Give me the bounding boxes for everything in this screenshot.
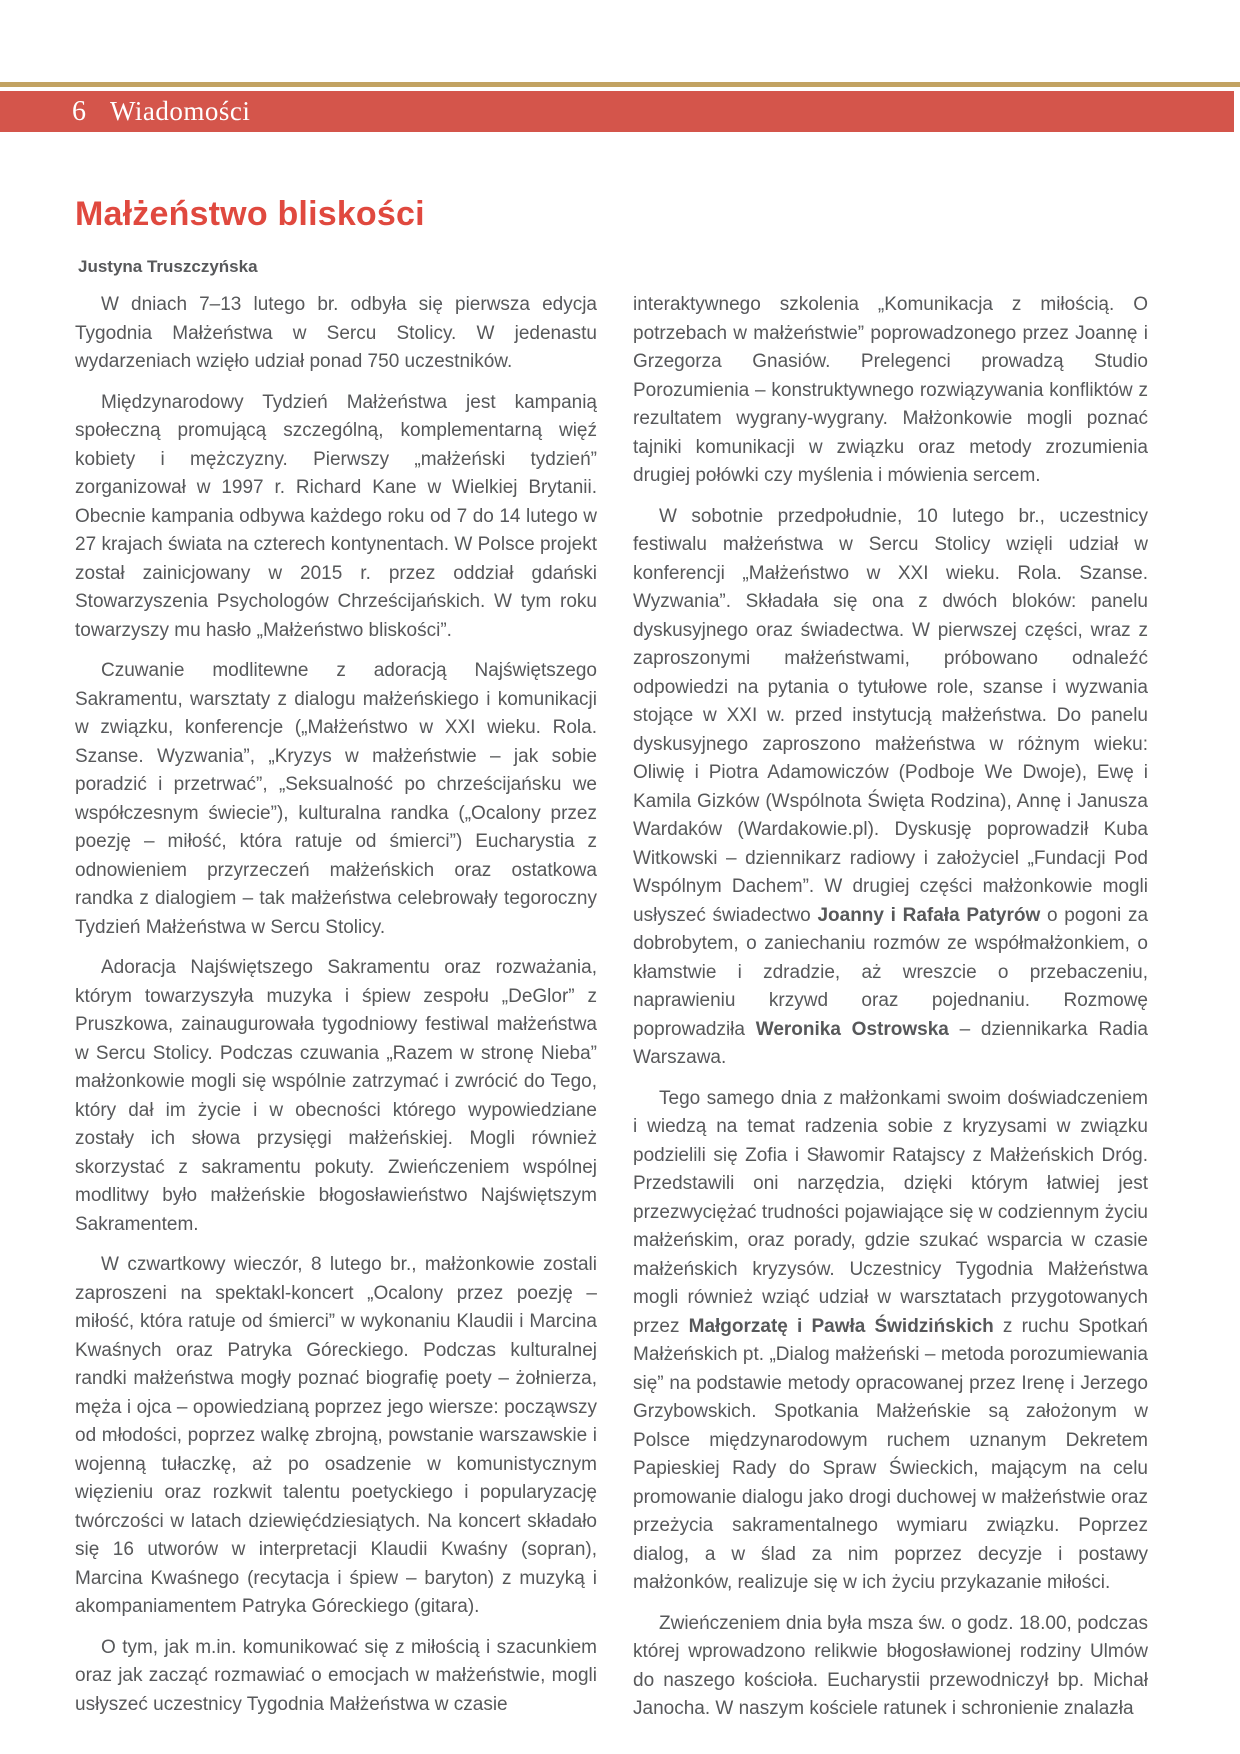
article-title: Małżeństwo bliskości (75, 195, 425, 233)
bold-name-text: Weronika Ostrowska (755, 1018, 949, 1040)
paragraph (633, 291, 1148, 491)
article-author: Justyna Truszczyńska (78, 257, 258, 276)
body-text: W sobotnie przedpołudnie, 10 lutego br., uczestnicy festiwalu małżeństwa w Sercu Stolicy wzięli udział w konferencji „Małżeństwo w XXI wieku. Rola. Szanse. Wyzwania”. Składała się ona z dwóch bloków: panelu dyskusyjnego oraz świadectwa. W pierwszej części, wraz z zaproszonymi małżeństwami, próbowano odnaleźć odpowiedzi na pytania o tytułowe role, szanse i wyzwania stojące w XXI w. przed instytucją małżeństwa. Do panelu dyskusyjnego zaproszono małżeństwa w różnym wieku: Oliwię i Piotra Adamowiczów (Podboje We Dwoje), Ewę i Kamila Gizków (Wspólnota Święta Rodzina), Annę i Janusza Wardaków (Wardakowie.pl). Dyskusję poprowadził Kuba Witkowski – dziennikarz radiowy i założyciel „Fundacji Pod Wspólnym Dachem”. W drugiej części małżonkowie mogli usłyszeć świadectwo (633, 505, 1148, 926)
paragraph (75, 657, 597, 942)
body-text: o pogoni za dobrobytem, o zaniechaniu rozmów ze współmałżonkiem, o kłamstwie i zdradzie, aż wreszcie o przebaczeniu, naprawieniu krzywd oraz pojednaniu. Rozmowę poprowadziła (633, 904, 1149, 1040)
paragraph (633, 1610, 1148, 1724)
page-header-banner (0, 91, 1234, 132)
paragraph (75, 1634, 597, 1720)
paragraph (633, 1085, 1148, 1598)
body-text: z ruchu Spotkań Małżeńskich pt. „Dialog małżeński – metoda porozumiewania się” na podstawie metody opracowanej przez Irenę i Jerzego Grzybowskich. Spotkania Małżeńskie są założonym w Polsce międzynarodowym ruchem uznanym Dekretem Papieskiej Rady do Spraw Świeckich, mającym na celu promowanie dialogu jako drogi duchowej w małżeństwie oraz przeżycia sakramentalnego wymiaru związku. Poprzez dialog, a w ślad za nim poprzez decyzje i postawy małżonków, realizuje się w ich życiu przykazanie miłości. (633, 1315, 1148, 1593)
page-number: 6 (72, 95, 86, 127)
paragraph (75, 291, 597, 377)
paragraph (75, 389, 597, 646)
body-text: Zwieńczeniem dnia była msza św. o godz. 18.00, podczas której wprowadzono relikwie błogosławionej rodziny Ulmów do naszego kościoła. Eucharystii przewodniczył bp. Michał Janocha. W naszym kościele ratunek i schronienie znalazła (633, 1612, 1148, 1719)
paragraph (75, 1251, 597, 1622)
text-column-right (633, 291, 1148, 1736)
body-text: – dziennikarka Radia Warszawa. (633, 1018, 1148, 1068)
section-title: Wiadomości (110, 96, 251, 126)
body-text: interaktywnego szkolenia „Komunikacja z miłością. O potrzebach w małżeństwie” poprowadzonego przez Joannę i Grzegorza Gnasiów. Prelegenci prowadzą Studio Porozumienia – konstruktywnego rozwiązywania konfliktów z rezultatem wygrany-wygrany. Małżonkowie mogli poznać tajniki komunikacji w związku oraz metody zrozumienia drugiej połówki czy myślenia i mówienia sercem. (633, 294, 1148, 486)
article-body (75, 291, 1148, 1736)
body-text: Międzynarodowy Tydzień Małżeństwa jest kampanią społeczną promującą szczególną, komplementarną więź kobiety i mężczyzny. Pierwszy „małżeński tydzień” zorganizował w 1997 r. Richard Kane w Wielkiej Brytanii. Obecnie kampania odbywa każdego roku od 7 do 14 lutego w 27 krajach świata na czterech kontynentach. W Polsce projekt został zainicjowany w 2015 r. przez oddział gdański Stowarzyszenia Psychologów Chrześcijańskich. W tym roku towarzyszy mu hasło „Małżeństwo bliskości”. (75, 391, 597, 641)
body-text: Czuwanie modlitewne z adoracją Najświętszego Sakramentu, warsztaty z dialogu małżeńskiego i komunikacji w związku, konferencje („Małżeństwo w XXI wieku. Rola. Szanse. Wyzwania”, „Kryzys w małżeństwie – jak sobie poradzić i przetrwać”, „Seksualność po chrześcijańsku we współczesnym świecie”), kulturalna randka („Ocalony przez poezję – miłość, która ratuje od śmierci”) Eucharystia z odnowieniem przyrzeczeń małżeńskich oraz ostatkowa randka z dialogiem – tak małżeństwa celebrowały tegoroczny Tydzień Małżeństwa w Sercu Stolicy. (75, 660, 597, 938)
paragraph (75, 954, 597, 1239)
body-text: Tego samego dnia z małżonkami swoim doświadczeniem i wiedzą na temat radzenia sobie z kryzysami w związku podzielili się Zofia i Sławomir Ratajscy z Małżeńskich Dróg. Przedstawili oni narzędzia, dzięki którym łatwiej jest przezwyciężać trudności pojawiające się w codziennym życiu małżeńskim, oraz porady, gdzie szukać wsparcia w czasie małżeńskich kryzysów. Uczestnicy Tygodnia Małżeństwa mogli również wziąć udział w warsztatach przygotowanych przez (633, 1087, 1148, 1337)
bold-name-text: Joanny i Rafała Patyrów (817, 904, 1041, 926)
body-text: Adoracja Najświętszego Sakramentu oraz rozważania, którym towarzyszyła muzyka i śpiew zespołu „DeGlor” z Pruszkowa, zainaugurowała tygodniowy festiwal małżeństwa w Sercu Stolicy. Podczas czuwania „Razem w stronę Nieba” małżonkowie mogli się wspólnie zatrzymać i zwrócić do Tego, który dał im życie i w obecności którego wypowiedziane zostały ich słowa przysięgi małżeńskiej. Mogli również skorzystać z sakramentu pokuty. Zwieńczeniem wspólnej modlitwy było małżeńskie błogosławieństwo Najświętszym Sakramentem. (75, 957, 597, 1235)
body-text: O tym, jak m.in. komunikować się z miłością i szacunkiem oraz jak zacząć rozmawiać o emocjach w małżeństwie, mogli usłyszeć uczestnicy Tygodnia Małżeństwa w czasie (75, 1636, 597, 1715)
header-gold-rule (0, 82, 1240, 87)
bold-name-text: Małgorzatę i Pawła Świdzińskich (688, 1315, 994, 1337)
paragraph (633, 503, 1148, 1073)
body-text: W dniach 7–13 lutego br. odbyła się pierwsza edycja Tygodnia Małżeństwa w Sercu Stolicy. W jedenastu wydarzeniach wzięło udział ponad 750 uczestników. (75, 294, 597, 372)
text-column-left (75, 291, 597, 1736)
body-text: W czwartkowy wieczór, 8 lutego br., małżonkowie zostali zaproszeni na spektakl-koncert „Ocalony przez poezję – miłość, która ratuje od śmierci” w wykonaniu Klaudii i Marcina Kwaśnych oraz Patryka Góreckiego. Podczas kulturalnej randki małżeństwa mogły poznać biografię poety – żołnierza, męża i ojca – opowiedzianą poprzez jego wiersze: począwszy od młodości, poprzez walkę zbrojną, powstanie warszawskie i wojenną tułaczkę, aż po osadzenie w komunistycznym więzieniu oraz rozkwit talentu poetyckiego i popularyzację twórczości w latach dziewięćdziesiątych. Na koncert składało się 16 utworów w interpretacji Klaudii Kwaśny (sopran), Marcina Kwaśnego (recytacja i śpiew – baryton) z muzyką i akompaniamentem Patryka Góreckiego (gitara). (75, 1254, 597, 1617)
